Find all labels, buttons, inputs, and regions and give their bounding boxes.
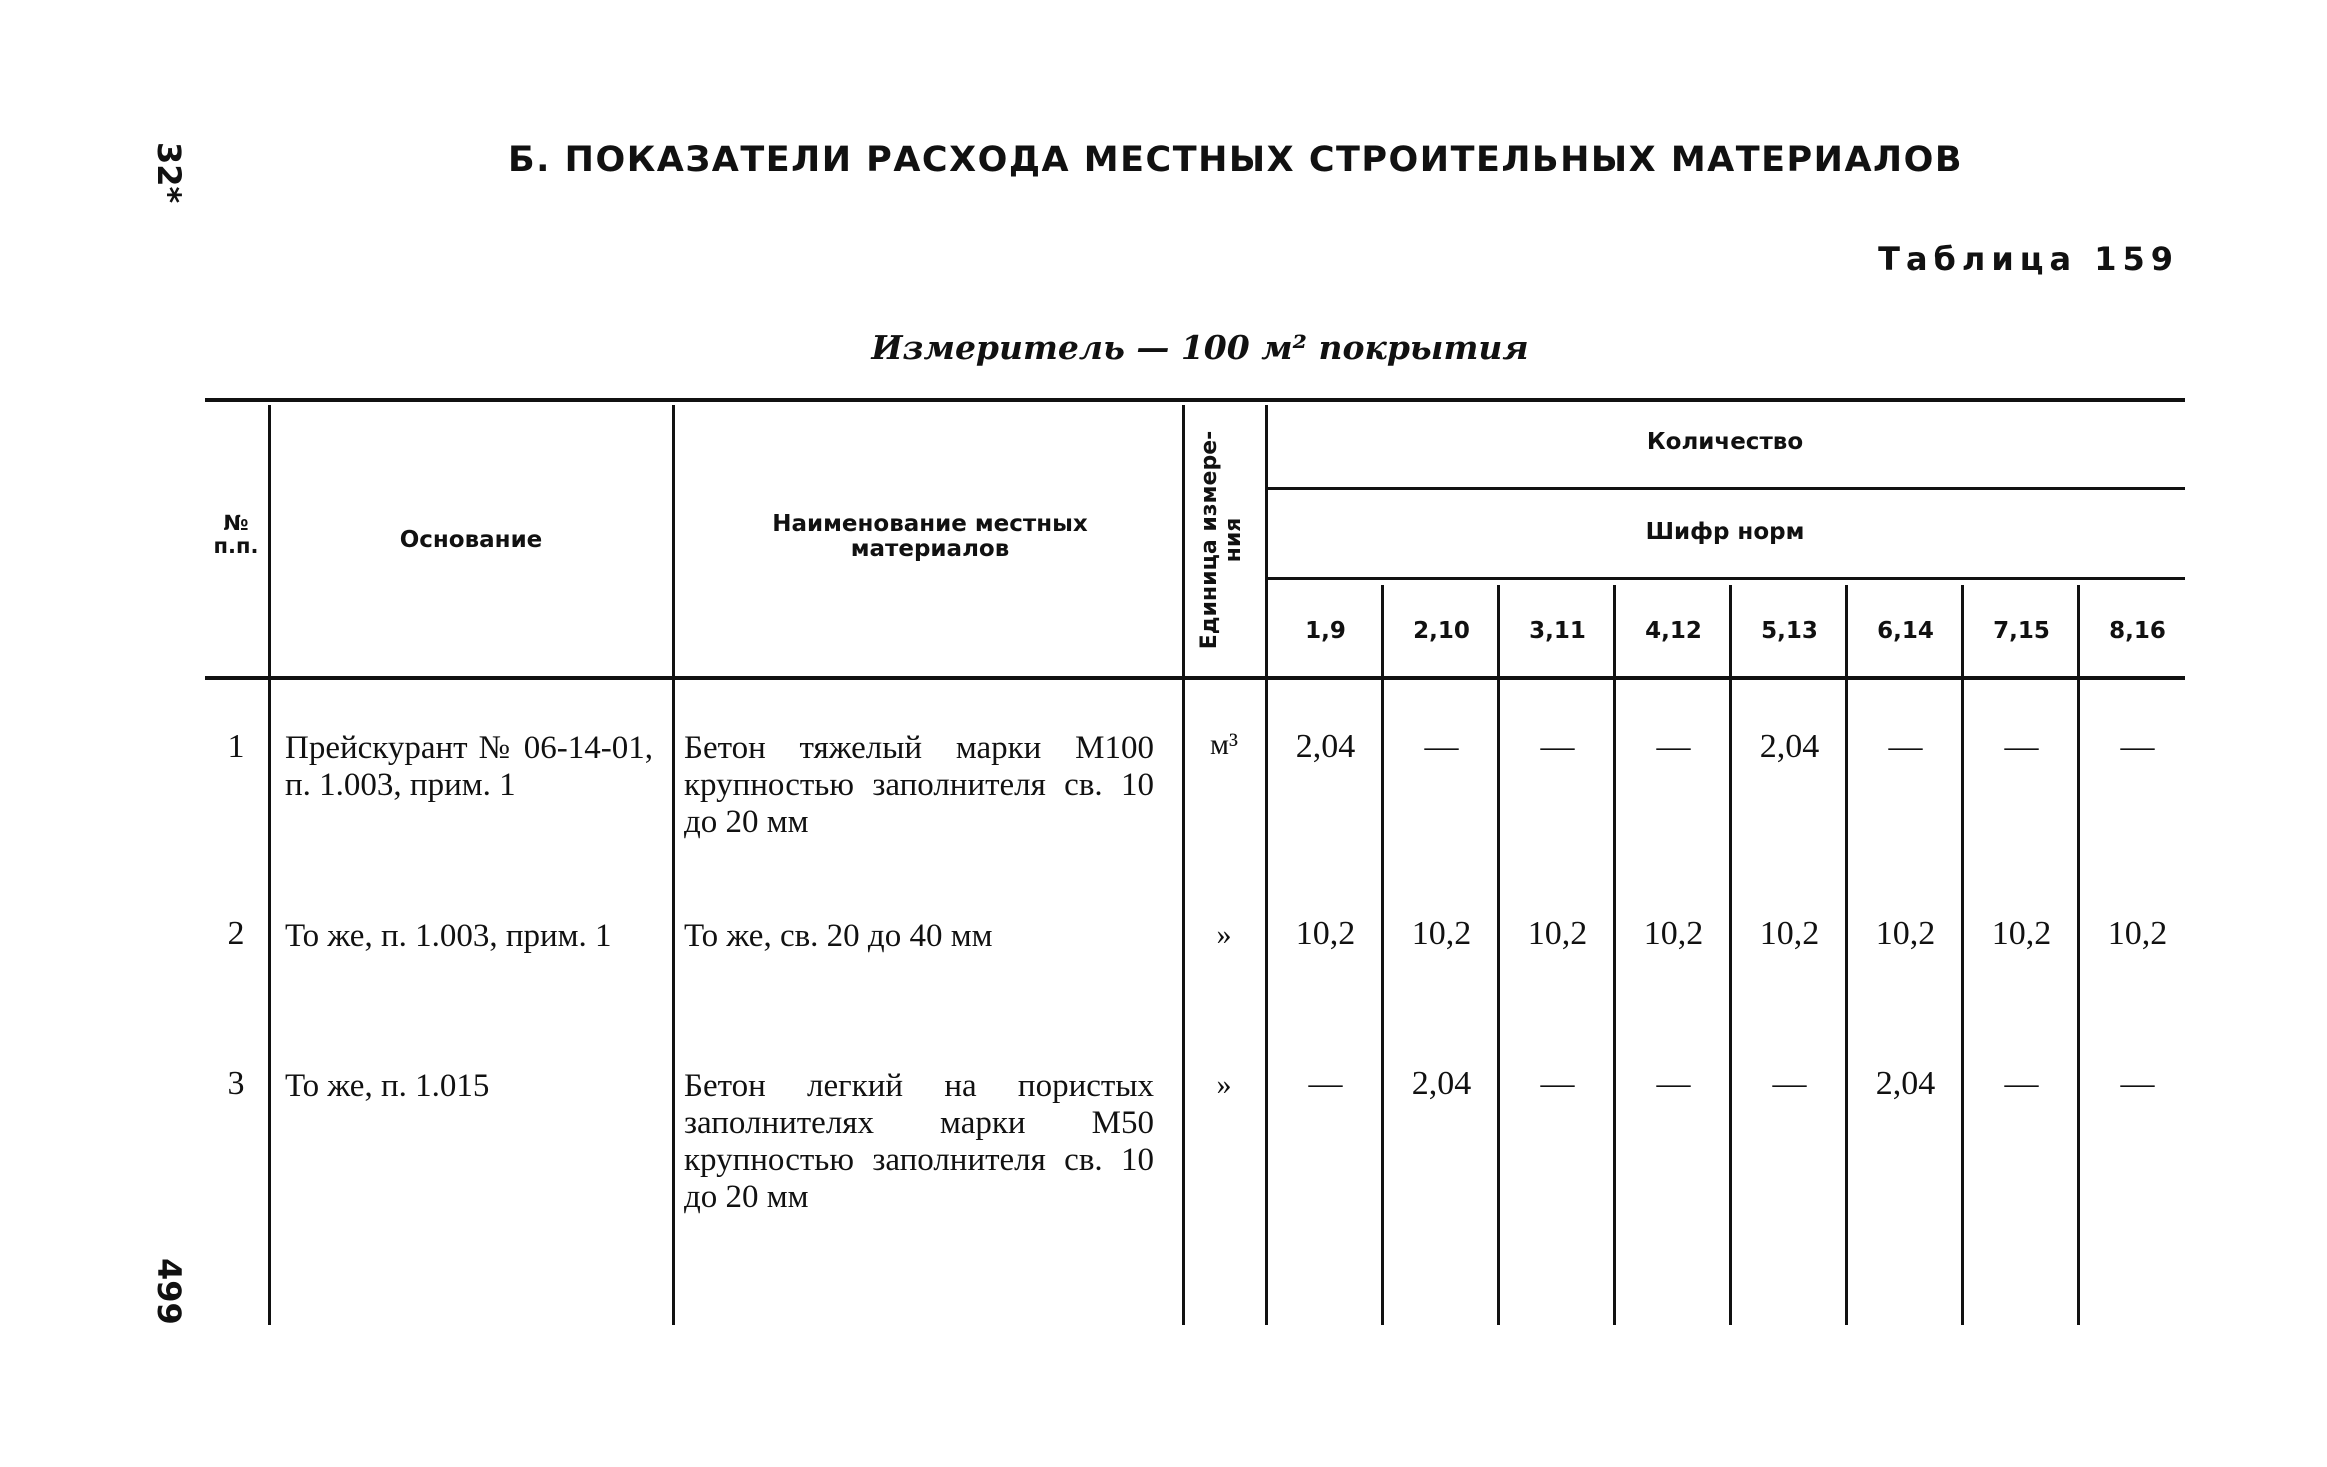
measure-note: Измеритель — 100 м² покрытия: [871, 328, 1529, 367]
section-title: Б. ПОКАЗАТЕЛИ РАСХОДА МЕСТНЫХ СТРОИТЕЛЬНЫХ МАТЕРИАЛОВ: [508, 140, 1964, 180]
quantity-rule: [1265, 487, 2185, 490]
col-divider: [1845, 585, 1848, 1325]
qty-cell: 10,2: [2107, 915, 2168, 952]
code-header: 1,9: [1305, 618, 1346, 644]
qty-cell: —: [2004, 728, 2039, 765]
qty-cell: 2,04: [1295, 728, 1356, 765]
col-divider: [1613, 585, 1616, 1325]
table-top-rule: [205, 398, 2185, 402]
row-num: 3: [227, 1065, 245, 1102]
code-header: 7,15: [1993, 618, 2050, 644]
code-header: 5,13: [1761, 618, 1818, 644]
signature-marker: 32*: [150, 142, 188, 204]
qty-cell: 10,2: [1643, 915, 1704, 952]
row-num: 1: [227, 728, 245, 765]
col-divider: [1381, 585, 1384, 1325]
qty-cell: 10,2: [1875, 915, 1936, 952]
code-header: 3,11: [1529, 618, 1586, 644]
row-material: Бетон легкий на пористых заполнителях марки М50 крупностью заполнителя св. 10 до 20 мм: [684, 1068, 1154, 1215]
qty-cell: 10,2: [1411, 915, 1472, 952]
qty-cell: —: [1888, 728, 1923, 765]
col-divider: [1961, 585, 1964, 1325]
qty-cell: 10,2: [1527, 915, 1588, 952]
header-num: № п.п.: [213, 511, 259, 559]
qty-cell: —: [2120, 1065, 2155, 1102]
row-unit: м³: [1210, 728, 1238, 761]
col-divider: [1729, 585, 1732, 1325]
qty-cell: —: [1656, 728, 1691, 765]
code-header: 8,16: [2109, 618, 2166, 644]
qty-cell: —: [1540, 1065, 1575, 1102]
row-unit: »: [1216, 918, 1232, 951]
header-bottom-rule: [205, 676, 2185, 680]
code-header: 4,12: [1645, 618, 1702, 644]
qty-cell: 10,2: [1991, 915, 2052, 952]
row-unit: »: [1216, 1068, 1232, 1101]
row-basis: Прейскурант № 06-14-01, п. 1.003, прим. 1: [285, 730, 653, 803]
page-number: 499: [150, 1258, 188, 1325]
header-material: Наименование местных материалов: [772, 511, 1088, 563]
qty-cell: —: [2004, 1065, 2039, 1102]
col-divider: [1497, 585, 1500, 1325]
col-divider: [268, 405, 271, 1325]
row-num: 2: [227, 915, 245, 952]
qty-cell: 2,04: [1759, 728, 1820, 765]
code-header: 6,14: [1877, 618, 1934, 644]
qty-cell: —: [1308, 1065, 1343, 1102]
qty-cell: —: [1772, 1065, 1807, 1102]
col-divider: [2077, 585, 2080, 1325]
row-material: То же, св. 20 до 40 мм: [684, 918, 993, 954]
qty-cell: 10,2: [1295, 915, 1356, 952]
row-basis: То же, п. 1.003, прим. 1: [285, 918, 612, 954]
qty-cell: 10,2: [1759, 915, 1820, 952]
code-header: 2,10: [1413, 618, 1470, 644]
qty-cell: 2,04: [1411, 1065, 1472, 1102]
header-cipher: Шифр норм: [1645, 519, 1805, 545]
qty-cell: —: [2120, 728, 2155, 765]
qty-cell: —: [1540, 728, 1575, 765]
row-basis: То же, п. 1.015: [285, 1068, 490, 1104]
table-label: Таблица 159: [1878, 240, 2179, 278]
qty-cell: 2,04: [1875, 1065, 1936, 1102]
row-material: Бетон тяжелый марки М100 крупностью заполнителя св. 10 до 20 мм: [684, 730, 1154, 840]
header-unit: Единица измере-ния: [1196, 430, 1246, 650]
col-divider: [672, 405, 675, 1325]
cipher-rule: [1265, 577, 2185, 580]
header-quantity: Количество: [1646, 429, 1804, 455]
qty-cell: —: [1424, 728, 1459, 765]
header-basis: Основание: [399, 527, 543, 553]
qty-cell: —: [1656, 1065, 1691, 1102]
